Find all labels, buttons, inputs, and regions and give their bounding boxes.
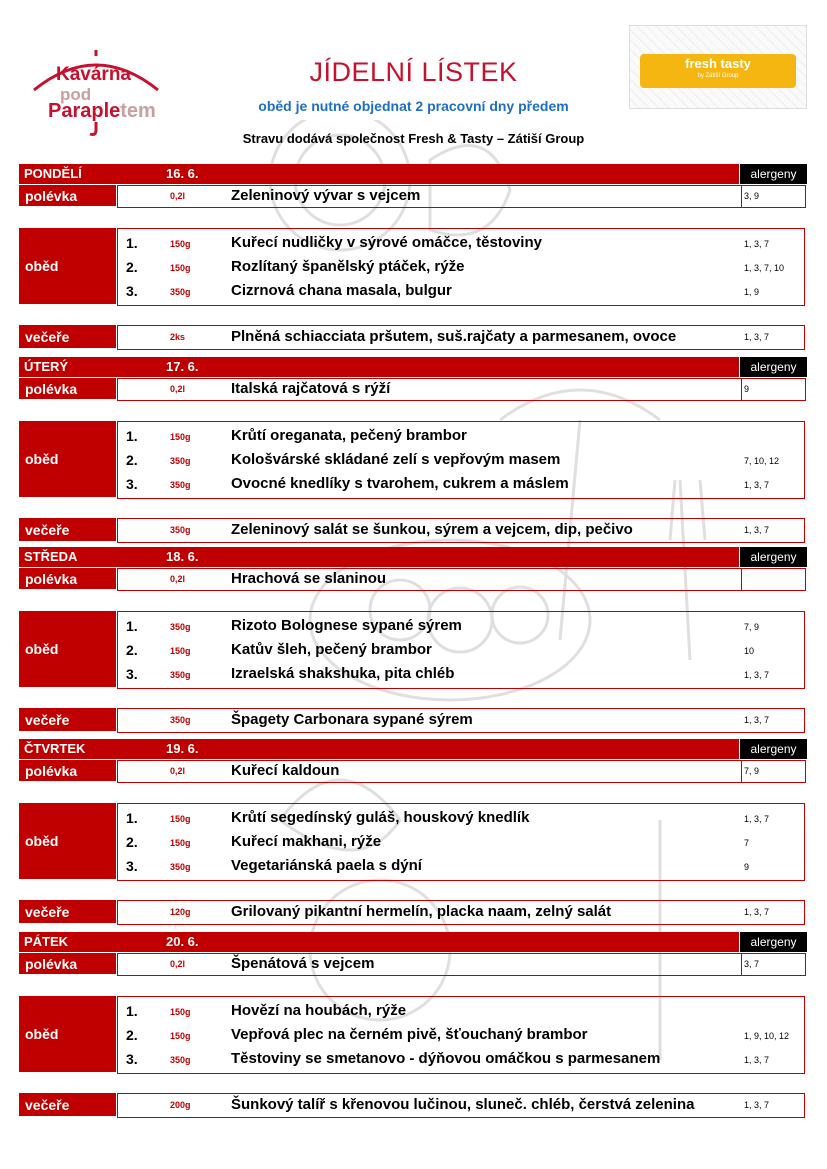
lunch-option-number: 1.: [126, 235, 138, 251]
soup-cell: [117, 378, 742, 401]
lunch-row: [19, 803, 807, 879]
lunch-option-allergens: 10: [744, 646, 755, 656]
dinner-allergens: 1, 3, 7: [744, 1100, 770, 1110]
lunch-option-dish: Krůtí oreganata, pečený brambor: [231, 427, 467, 444]
soup-dish: Italská rajčatová s rýží: [231, 380, 391, 397]
day-name: STŘEDA: [24, 549, 78, 564]
allergens-header: alergeny: [740, 739, 807, 759]
lunch-row: [19, 996, 807, 1072]
lunch-label: oběd: [19, 803, 116, 879]
allergens-header: alergeny: [740, 932, 807, 952]
dinner-label: večeře: [19, 708, 116, 731]
lunch-option-qty: 150g: [170, 432, 191, 442]
dinner-row: [19, 900, 807, 923]
lunch-option-dish: Hovězí na houbách, rýže: [231, 1002, 407, 1019]
dinner-dish: Špagety Carbonara sypané sýrem: [231, 711, 473, 728]
dinner-dish: Plněná schiacciata pršutem, suš.rajčaty a parmesanem, ovoce: [231, 328, 677, 345]
soup-cell: [117, 953, 742, 976]
day-header: [19, 739, 807, 759]
lunch-option-qty: 150g: [170, 1007, 191, 1017]
soup-allergens: 7, 9: [744, 766, 760, 776]
lunch-option-qty: 150g: [170, 838, 191, 848]
soup-label: polévka: [19, 185, 116, 206]
lunch-option-allergens: 7, 9: [744, 622, 760, 632]
lunch-label: oběd: [19, 996, 116, 1072]
lunch-row: [19, 228, 807, 304]
soup-allergen-cell: [741, 378, 806, 401]
lunch-option-allergens: 1, 9, 10, 12: [744, 1031, 790, 1041]
soup-allergens: 3, 7: [744, 959, 760, 969]
soup-label: polévka: [19, 568, 116, 589]
lunch-option-allergens: 1, 3, 7: [744, 480, 770, 490]
dinner-row: [19, 518, 807, 541]
brand-name: fresh tasty: [685, 56, 751, 71]
day-header-bar: [19, 932, 739, 952]
soup-dish: Hrachová se slaninou: [231, 570, 387, 587]
lunch-option-allergens: 1, 3, 7: [744, 1055, 770, 1065]
day-date: 18. 6.: [166, 549, 199, 564]
lunch-option-dish: Cizrnová chana masala, bulgur: [231, 282, 452, 299]
lunch-option-qty: 350g: [170, 862, 191, 872]
lunch-option-number: 1.: [126, 1003, 138, 1019]
day-date: 16. 6.: [166, 166, 199, 181]
lunch-option-allergens: 1, 3, 7: [744, 670, 770, 680]
soup-row: [19, 568, 807, 589]
lunch-option-number: 2.: [126, 642, 138, 658]
day-header-bar: [19, 739, 739, 759]
supplier-note: Stravu dodává společnost Fresh & Tasty – Zátiší Group: [242, 131, 585, 146]
lunch-option-qty: 350g: [170, 670, 191, 680]
lunch-label: oběd: [19, 228, 116, 304]
dinner-qty: 350g: [170, 525, 191, 535]
lunch-option-number: 2.: [126, 1027, 138, 1043]
lunch-option-number: 3.: [126, 858, 138, 874]
day-name: PÁTEK: [24, 934, 69, 949]
lunch-option-qty: 150g: [170, 814, 191, 824]
dinner-allergens: 1, 3, 7: [744, 525, 770, 535]
fresh-tasty-brand: [629, 25, 807, 109]
dinner-allergens: 1, 3, 7: [744, 907, 770, 917]
lunch-option-number: 2.: [126, 452, 138, 468]
lunch-option-number: 1.: [126, 428, 138, 444]
lunch-option-allergens: 1, 3, 7: [744, 239, 770, 249]
dinner-qty: 120g: [170, 907, 191, 917]
day-header: [19, 932, 807, 952]
soup-qty: 0,2l: [170, 766, 186, 776]
allergens-header: alergeny: [740, 164, 807, 184]
day-name: ÚTERÝ: [24, 359, 69, 374]
day-header-bar: [19, 164, 739, 184]
lunch-option-number: 1.: [126, 618, 138, 634]
lunch-option-number: 2.: [126, 259, 138, 275]
lunch-label: oběd: [19, 611, 116, 687]
order-notice: oběd je nutné objednat 2 pracovní dny předem: [258, 98, 569, 114]
dinner-dish: Šunkový talíř s křenovou lučinou, sluneč. chléb, čerstvá zelenina: [231, 1096, 695, 1113]
soup-qty: 0,2l: [170, 384, 186, 394]
lunch-row: [19, 611, 807, 687]
lunch-option-dish: Rozlítaný španělský ptáček, rýže: [231, 258, 465, 275]
page-title: JÍDELNÍ LÍSTEK: [309, 57, 518, 87]
lunch-option-allergens: 1, 3, 7, 10: [744, 263, 785, 273]
soup-cell: [117, 568, 742, 591]
soup-allergens: 3, 9: [744, 191, 760, 201]
lunch-option-qty: 350g: [170, 456, 191, 466]
dinner-qty: 200g: [170, 1100, 191, 1110]
lunch-option-number: 3.: [126, 1051, 138, 1067]
dinner-row: [19, 1093, 807, 1116]
lunch-option-qty: 350g: [170, 287, 191, 297]
soup-allergens: 9: [744, 384, 750, 394]
dinner-label: večeře: [19, 900, 116, 923]
day-name: PONDĚLÍ: [24, 166, 82, 181]
soup-qty: 0,2l: [170, 574, 186, 584]
lunch-option-allergens: 1, 9: [744, 287, 760, 297]
lunch-row: [19, 421, 807, 497]
dinner-row: [19, 325, 807, 348]
day-date: 17. 6.: [166, 359, 199, 374]
lunch-option-allergens: 7, 10, 12: [744, 456, 780, 466]
day-header-bar: [19, 357, 739, 377]
lunch-option-dish: Kuřecí nudličky v sýrové omáčce, těstoviny: [231, 234, 542, 251]
soup-row: [19, 760, 807, 781]
allergens-header: alergeny: [740, 357, 807, 377]
dinner-dish: Grilovaný pikantní hermelín, placka naam, zelný salát: [231, 903, 612, 920]
lunch-option-dish: Kuřecí makhani, rýže: [231, 833, 382, 850]
lunch-option-allergens: 1, 3, 7: [744, 814, 770, 824]
day-header: [19, 357, 807, 377]
soup-label: polévka: [19, 953, 116, 974]
soup-cell: [117, 760, 742, 783]
lunch-option-number: 2.: [126, 834, 138, 850]
soup-dish: Kuřecí kaldoun: [231, 762, 340, 779]
lunch-option-dish: Izraelská shakshuka, pita chléb: [231, 665, 455, 682]
lunch-option-dish: Krůtí segedínský guláš, houskový knedlík: [231, 809, 530, 826]
soup-label: polévka: [19, 378, 116, 399]
lunch-option-qty: 150g: [170, 239, 191, 249]
day-header: [19, 164, 807, 184]
day-header-bar: [19, 547, 739, 567]
dinner-label: večeře: [19, 1093, 116, 1116]
soup-dish: Zeleninový vývar s vejcem: [231, 187, 421, 204]
soup-qty: 0,2l: [170, 959, 186, 969]
lunch-option-number: 3.: [126, 666, 138, 682]
dinner-label: večeře: [19, 325, 116, 348]
lunch-option-number: 3.: [126, 283, 138, 299]
soup-allergen-cell: [741, 568, 806, 591]
allergens-header: alergeny: [740, 547, 807, 567]
lunch-label: oběd: [19, 421, 116, 497]
dinner-label: večeře: [19, 518, 116, 541]
soup-label: polévka: [19, 760, 116, 781]
lunch-option-allergens: 7: [744, 838, 750, 848]
day-name: ČTVRTEK: [24, 741, 86, 756]
logo-line1: Kavárna: [56, 64, 131, 85]
lunch-option-qty: 350g: [170, 480, 191, 490]
lunch-option-number: 1.: [126, 810, 138, 826]
lunch-option-dish: Těstoviny se smetanovo - dýňovou omáčkou s parmesanem: [231, 1050, 661, 1067]
dinner-dish: Zeleninový salát se šunkou, sýrem a vejcem, dip, pečivo: [231, 521, 633, 538]
lunch-option-dish: Rizoto Bolognese sypané sýrem: [231, 617, 462, 634]
lunch-option-dish: Ovocné knedlíky s tvarohem, cukrem a máslem: [231, 475, 569, 492]
lunch-option-qty: 350g: [170, 1055, 191, 1065]
lunch-option-qty: 150g: [170, 646, 191, 656]
brand-sub: by Zátiší Group: [697, 73, 739, 79]
soup-cell: [117, 185, 742, 208]
lunch-option-dish: Vepřová plec na černém pivě, šťouchaný brambor: [231, 1026, 588, 1043]
lunch-option-number: 3.: [126, 476, 138, 492]
dinner-qty: 2ks: [170, 332, 186, 342]
lunch-option-dish: Katův šleh, pečený brambor: [231, 641, 432, 658]
day-date: 19. 6.: [166, 741, 199, 756]
brand-badge: [640, 54, 796, 88]
soup-qty: 0,2l: [170, 191, 186, 201]
lunch-option-qty: 150g: [170, 1031, 191, 1041]
dinner-allergens: 1, 3, 7: [744, 332, 770, 342]
lunch-option-allergens: 9: [744, 862, 750, 872]
logo-line2: pod: [60, 85, 92, 104]
dinner-allergens: 1, 3, 7: [744, 715, 770, 725]
lunch-option-dish: Kološvárské skládané zelí s vepřovým masem: [231, 451, 561, 468]
day-date: 20. 6.: [166, 934, 199, 949]
soup-dish: Špenátová s vejcem: [231, 955, 375, 972]
dinner-qty: 350g: [170, 715, 191, 725]
day-header: [19, 547, 807, 567]
lunch-option-dish: Vegetariánská paela s dýní: [231, 857, 422, 874]
dinner-row: [19, 708, 807, 731]
soup-row: [19, 185, 807, 206]
lunch-option-qty: 150g: [170, 263, 191, 273]
lunch-option-qty: 350g: [170, 622, 191, 632]
soup-row: [19, 378, 807, 399]
soup-row: [19, 953, 807, 974]
logo-line3: Parapletem: [48, 100, 156, 122]
